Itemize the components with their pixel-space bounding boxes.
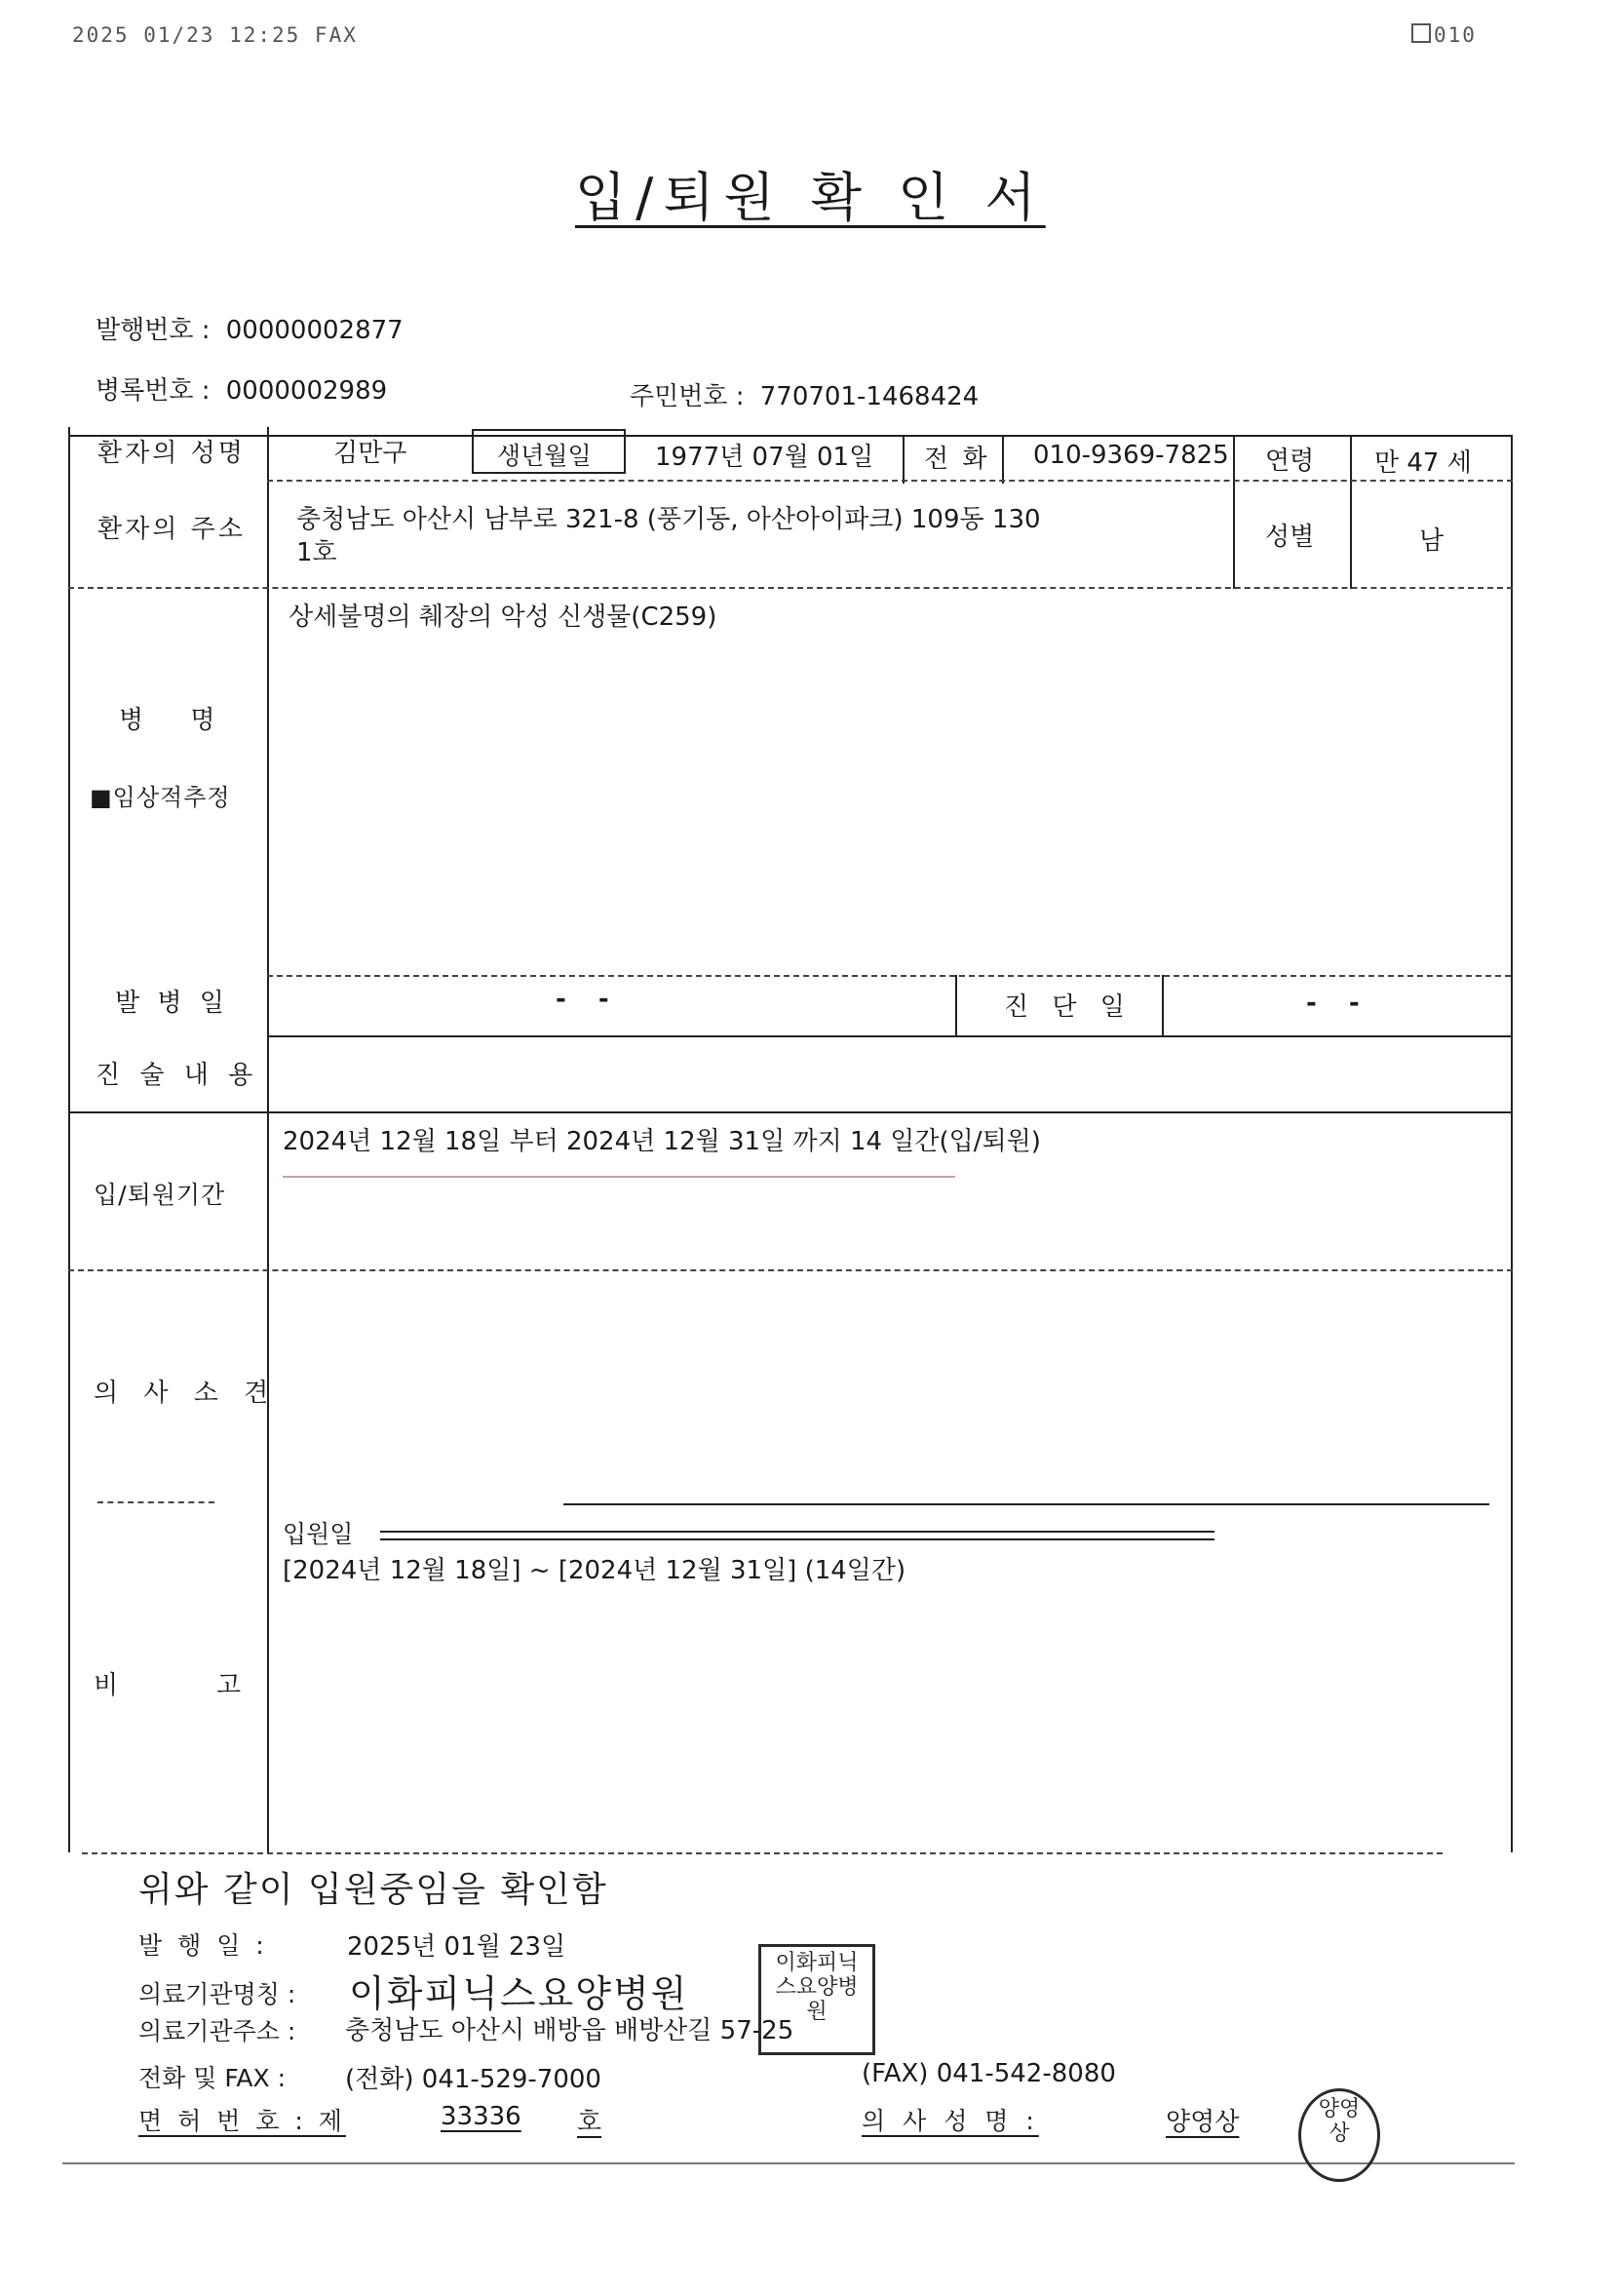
resident-number-value: 770701-1468424 <box>759 382 980 411</box>
doctor-seal-text: 양영상 <box>1318 2097 1361 2146</box>
label-doctor-opinion: 의 사 소 견 <box>94 1379 278 1408</box>
license-suffix: 호 <box>577 2108 602 2137</box>
issue-number-value: 00000002877 <box>225 316 404 345</box>
patient-age: 만 47 세 <box>1374 448 1472 478</box>
diagnosis-text: 상세불명의 췌장의 악성 신생물(C259) <box>289 603 717 632</box>
institution-name: 이화피닉스요양병원 <box>349 1972 689 2015</box>
label-remarks-right: 고 <box>216 1671 245 1700</box>
label-diagnosis: 병 명 <box>119 706 235 735</box>
document-title: 입/퇴원 확 인 서 <box>575 167 1046 228</box>
resident-number <box>630 376 979 412</box>
label-diagnosis-date: 진 단 일 <box>1004 992 1133 1022</box>
label-remarks-left: 비 <box>94 1671 122 1700</box>
label-phone: 전 화 <box>924 445 990 474</box>
patient-address-line2: 1호 <box>296 538 337 567</box>
record-number <box>96 370 387 407</box>
phone-fax-label: 전화 및 FAX : <box>138 2064 287 2092</box>
patient-sex: 남 <box>1419 526 1445 556</box>
institution-phone: (전화) 041-529-7000 <box>345 2065 601 2094</box>
issue-number <box>96 310 404 346</box>
record-number-value: 0000002989 <box>225 376 388 406</box>
remarks-period-text: [2024년 12월 18일] ~ [2024년 12월 31일] (14일간) <box>283 1556 906 1585</box>
label-onset-date: 발 병 일 <box>115 989 229 1018</box>
institution-address-label: 의료기관주소 : <box>138 2017 296 2045</box>
label-age: 연령 <box>1265 447 1315 476</box>
institution-address: 충청남도 아산시 배방읍 배방산길 57-25 <box>345 2016 794 2045</box>
patient-phone: 010-9369-7825 <box>1033 441 1229 470</box>
label-clinical-estimate: ■임상적추정 <box>90 784 231 811</box>
doctor-name-label: 의 사 성 명 : <box>862 2107 1039 2135</box>
patient-birth-date: 1977년 07월 01일 <box>655 443 874 472</box>
label-admission-period: 입/퇴원기간 <box>94 1181 226 1209</box>
issue-date-value: 2025년 01월 23일 <box>347 1932 566 1962</box>
doctor-seal-stamp <box>1298 2088 1380 2182</box>
patient-name: 김만구 <box>333 439 407 468</box>
confirmation-statement: 위와 같이 입원중임을 확인함 <box>138 1870 608 1910</box>
remarks-admission-label: 입원일 <box>283 1520 354 1548</box>
issue-number-label: 발행번호 : <box>96 316 211 345</box>
fax-datetime: 2025 01/23 12:25 FAX <box>72 23 358 47</box>
label-statement: 진 술 내 용 <box>96 1061 259 1090</box>
diagnosis-date-value: - - <box>1306 989 1371 1018</box>
label-sex: 성별 <box>1265 523 1315 552</box>
resident-number-label: 주민번호 : <box>630 382 745 411</box>
hospital-seal-stamp <box>758 1944 875 2055</box>
label-birth-date: 생년월일 <box>497 442 592 470</box>
onset-date-value: - - <box>556 985 621 1014</box>
license-number: 33336 <box>441 2102 521 2131</box>
label-patient-address: 환자의 주소 <box>97 515 246 544</box>
doctor-name: 양영상 <box>1166 2108 1240 2137</box>
institution-name-label: 의료기관명칭 : <box>138 1980 296 2008</box>
record-number-label: 병록번호 : <box>96 376 211 406</box>
admission-period-text: 2024년 12월 18일 부터 2024년 12월 31일 까지 14 일간(입/퇴원) <box>283 1127 1041 1156</box>
institution-fax: (FAX) 041-542-8080 <box>862 2059 1116 2088</box>
label-patient-name: 환자의 성명 <box>97 439 246 468</box>
fax-check-icon <box>1411 23 1431 43</box>
patient-address-line1: 충청남도 아산시 남부로 321-8 (풍기동, 아산아이파크) 109동 130 <box>296 505 1041 534</box>
fax-page-number: 010 <box>1411 23 1477 47</box>
license-number-label: 면 허 번 호 : 제 <box>138 2107 346 2135</box>
hospital-seal-text: 이화피닉스요양병원 <box>775 1951 859 2024</box>
issue-date-label: 발 행 일 : <box>138 1931 268 1960</box>
